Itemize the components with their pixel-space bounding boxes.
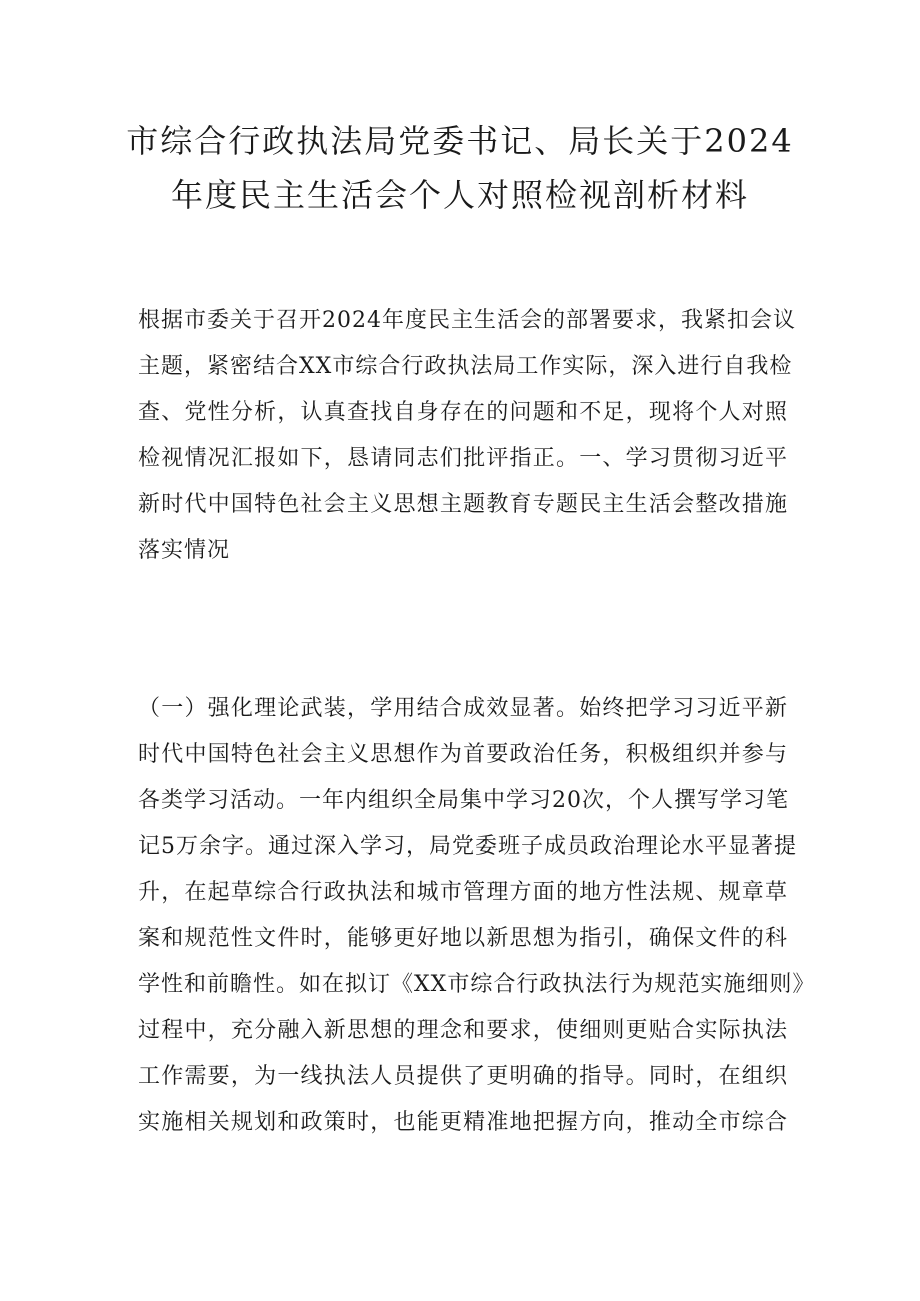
paragraph-line: 根据市委关于召开2024年度民主生活会的部署要求，我紧扣会议 xyxy=(138,308,796,333)
document-title xyxy=(110,114,810,222)
title-line-2: 年度民主生活会个人对照检视剖析材料 xyxy=(170,176,749,214)
paragraph-line: 升，在起草综合行政执法和城市管理方面的地方性法规、规章草 xyxy=(138,880,788,905)
paragraph-intro xyxy=(138,298,796,574)
paragraph-line: 时代中国特色社会主义思想作为首要政治任务，积极组织并参与 xyxy=(138,742,788,767)
paragraph-line: 实施相关规划和政策时，也能更精准地把握方向，推动全市综合 xyxy=(138,1110,788,1135)
paragraph-line: 主题，紧密结合XX市综合行政执法局工作实际，深入进行自我检 xyxy=(138,354,793,379)
paragraph-section-1 xyxy=(138,686,816,1146)
paragraph-line: 学性和前瞻性。如在拟订《XX市综合行政执法行为规范实施细则》 xyxy=(138,972,816,997)
paragraph-line: 落实情况 xyxy=(138,538,231,563)
paragraph-line: 查、党性分析，认真查找自身存在的问题和不足，现将个人对照 xyxy=(138,400,788,425)
paragraph-line: 工作需要，为一线执法人员提供了更明确的指导。同时，在组织 xyxy=(138,1064,788,1089)
paragraph-line: （一）强化理论武装，学用结合成效显著。始终把学习习近平新 xyxy=(138,696,788,721)
paragraph-line: 记5万余字。通过深入学习，局党委班子成员政治理论水平显著提 xyxy=(138,834,797,859)
paragraph-line: 新时代中国特色社会主义思想主题教育专题民主生活会整改措施 xyxy=(138,492,788,517)
paragraph-line: 过程中，充分融入新思想的理念和要求，使细则更贴合实际执法 xyxy=(138,1018,788,1043)
paragraph-line: 各类学习活动。一年内组织全局集中学习20次，个人撰写学习笔 xyxy=(138,788,789,813)
paragraph-line: 案和规范性文件时，能够更好地以新思想为指引，确保文件的科 xyxy=(138,926,788,951)
title-line-1: 市综合行政执法局党委书记、局长关于2024 xyxy=(126,122,794,160)
paragraph-line: 检视情况汇报如下，恳请同志们批评指正。一、学习贯彻习近平 xyxy=(138,446,788,471)
